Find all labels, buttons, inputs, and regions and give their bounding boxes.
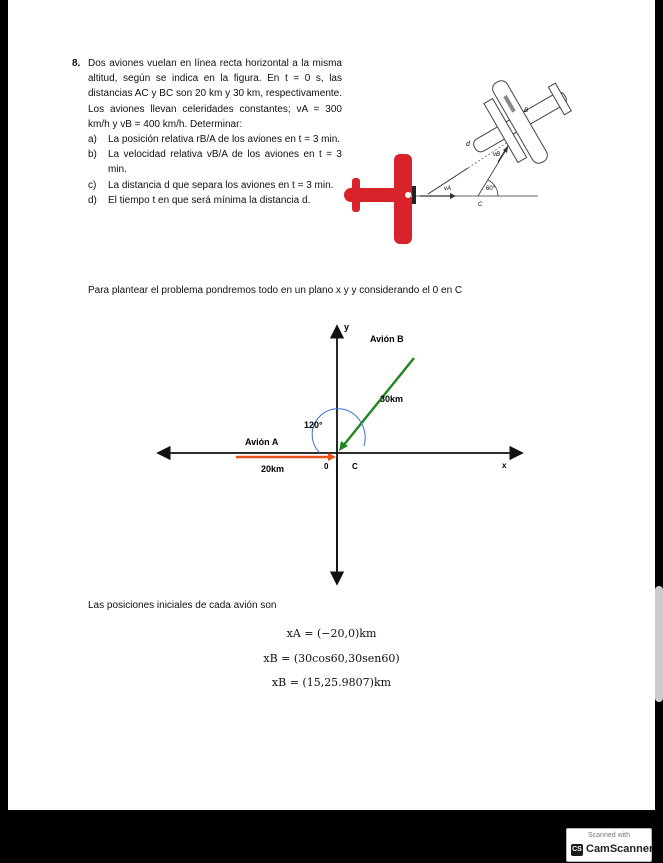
label-a: A (408, 193, 413, 199)
problem-statement (72, 56, 342, 208)
coordinate-diagram (148, 318, 528, 590)
angle-label: 120° (304, 420, 323, 430)
plane-b-label: Avión B (370, 334, 404, 344)
origin-label: 0 (324, 462, 329, 471)
intro-text: Para plantear el problema pondremos todo en un plano x y y considerando el 0 en C (88, 285, 463, 296)
initial-positions-title: Las posiciones iniciales de cada avión son (88, 600, 277, 611)
label-c: C (478, 202, 483, 208)
part-c: c) La distancia d que separa los aviones en t = 3 min. (88, 179, 334, 191)
dist-a-label: 20km (261, 464, 285, 474)
airplanes-figure (338, 60, 578, 250)
camscanner-logo-icon: CS (571, 844, 583, 856)
plane-a-label: Avión A (245, 437, 279, 447)
plane-b-drawing (452, 60, 578, 188)
equation-xb-polar: xB = (30cos60,30sen60) (263, 652, 400, 665)
label-60: 60° (486, 186, 496, 192)
problem-text: Dos aviones vuelan en línea recta horizontal a la misma altitud, según se indica en la figura. En t = 0 s, las distancias AC y BC son 20 km y 30 km, respectivamente. Los aviones llevan celeridades constantes; vA = 300 km/h y vB = 400 km/h. Determinar: (88, 58, 342, 130)
plane-b-arrow (343, 358, 414, 446)
plane-a-drawing (344, 154, 416, 244)
part-d: d) El tiempo t en que será mínima la distancia d. (88, 194, 311, 206)
equation-xb-cartesian: xB = (15,25.9807)km (271, 676, 392, 689)
x-axis-label: x (502, 461, 507, 470)
problem-number: 8. (72, 58, 81, 69)
angle-arc (312, 409, 356, 453)
part-b: b) La velocidad relativa vB/A de los aviones en t = 3 min. (88, 149, 342, 176)
badge-name: CamScanner (586, 843, 654, 855)
label-va: vA (444, 186, 452, 192)
label-vb: vB (493, 152, 501, 158)
label-b: B (524, 108, 529, 114)
part-a: a) La posición relativa rB/A de los aviones en t = 3 min. (88, 134, 341, 146)
scrollbar-thumb[interactable] (655, 586, 663, 702)
label-d: d (466, 141, 470, 148)
equation-xa: xA = (−20,0)km (286, 627, 377, 640)
camscanner-badge (566, 828, 652, 862)
badge-caption: Scanned with (587, 832, 631, 839)
document-page (8, 0, 655, 810)
point-c-label: C (352, 462, 358, 471)
dist-b-label: 30km (380, 394, 404, 404)
y-axis-label: y (344, 322, 350, 332)
